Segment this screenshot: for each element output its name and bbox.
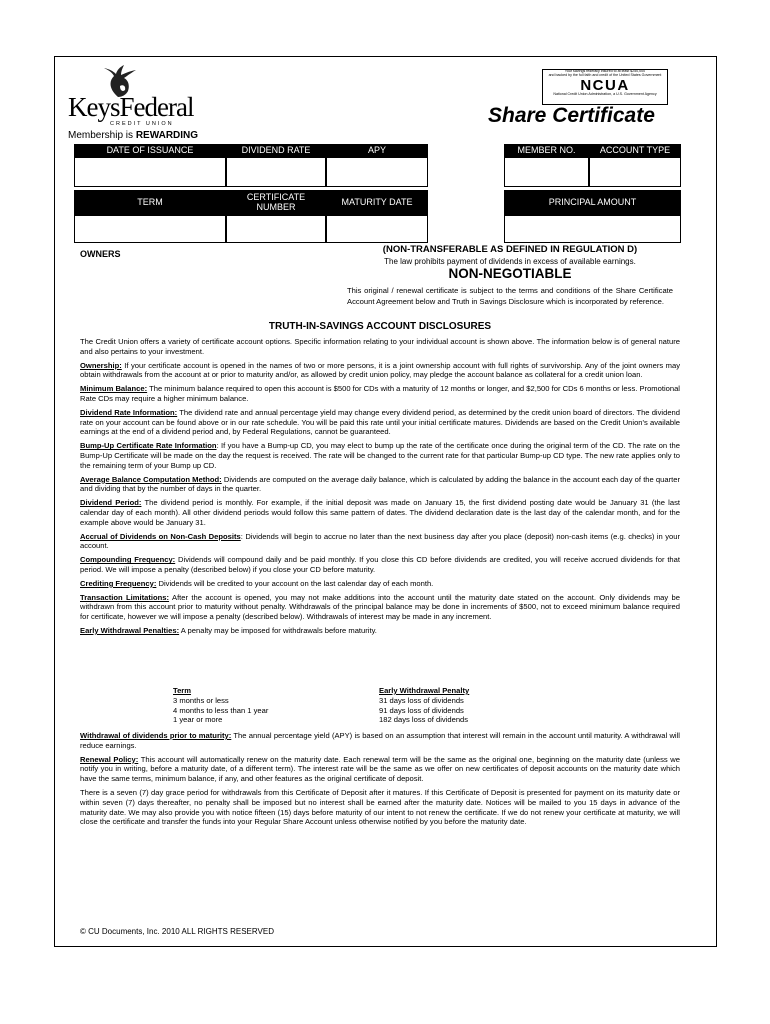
certificate-number-field[interactable] — [226, 215, 326, 243]
dividend-period-paragraph — [80, 498, 680, 527]
section-text: This account will automatically renew on the maturity date. Each renewal term will be the same as the original one, beginning on the maturity date (unless we notify you in writing, before a maturity date, of a different term). The interest rate will be the same as we offer on new certificates of deposit accounts on the maturity date which have the same terms, minimum balance, if any, and other features as the original certificate of deposit. — [80, 754, 680, 784]
page-title: Share Certificate — [488, 104, 655, 127]
ncua-title: NCUA — [580, 76, 630, 94]
certificate-terms-text: This original / renewal certificate is subject to the terms and conditions of the Share Certificate Account Agreement below and Truth in Savings Disclosure which is incorporated by reference. — [347, 286, 673, 306]
section-label: Renewal Policy: — [80, 754, 139, 764]
apy-field[interactable] — [326, 157, 428, 187]
table-row: 31 days loss of dividends — [379, 695, 464, 705]
average-balance-paragraph — [80, 475, 680, 495]
withdrawal-of-dividends-paragraph — [80, 731, 680, 751]
renewal-policy-paragraph — [80, 755, 680, 784]
section-text: Dividends will be credited to your account on the last calendar day of each month. — [156, 578, 434, 588]
compounding-paragraph — [80, 555, 680, 575]
section-label: Transaction Limitations: — [80, 592, 170, 602]
section-text: : Dividends will begin to accrue no later than the next business day after you place (deposit) non-cash items (e.g. checks) in your account. — [80, 531, 680, 551]
ncua-line-1: Your savings federally insured to at least $250,000 — [564, 69, 646, 73]
ncua-insurance-box — [542, 69, 668, 105]
member-no-field[interactable] — [504, 157, 589, 187]
bump-up-paragraph — [80, 441, 680, 470]
ncua-line-3: National Credit Union Administration, a U.S. Government Agency — [553, 91, 657, 96]
section-label: Early Withdrawal Penalties: — [80, 625, 180, 635]
ownership-paragraph — [80, 361, 680, 381]
term-column-header: Term — [173, 686, 192, 695]
section-text: : If you have a Bump-up CD, you may elect to bump up the rate of the certificate once during the original term of the CD. The rate on the Bump-Up Certificate will be made on the day the request is received. The rate will be changed to the current rate for that particular Bump-up CD type. The new rate applies only to the remaining term of your Bump up CD. — [80, 441, 680, 470]
table-row: 3 months or less — [173, 695, 229, 705]
disclosures-heading: TRUTH-IN-SAVINGS ACCOUNT DISCLOSURES — [268, 321, 492, 332]
section-text: Dividends will compound daily and be paid monthly. If you close this CD before dividends are credited, you will receive accrued dividends for that period. We will impose a penalty (described below) if you close your CD before maturity. — [80, 555, 680, 574]
penalty-column — [379, 686, 469, 725]
section-label: Dividend Period: — [80, 498, 142, 508]
section-text: A penalty may be imposed for withdrawals before maturity. — [179, 625, 377, 635]
transaction-limitations-paragraph — [80, 593, 680, 622]
section-text: The annual percentage yield (APY) is based on an assumption that interest will remain in the account until maturity. A withdrawal will reduce earnings. — [80, 731, 680, 750]
earnings-law-text: The law prohibits payment of dividends in excess of available earnings. — [384, 257, 636, 266]
header-apy: APY — [326, 144, 428, 158]
maturity-date-field[interactable] — [326, 215, 428, 243]
minimum-balance-paragraph — [80, 384, 680, 404]
keys-federal-logo — [68, 64, 198, 146]
dividend-rate-field[interactable] — [226, 157, 326, 187]
account-type-field[interactable] — [589, 157, 681, 187]
grace-period-paragraph: There is a seven (7) day grace period for withdrawals from this Certificate of Deposit after it matures. If this Certificate of Deposit is presented for payment on its maturity date or within seven (7) days thereafter, no penalty shall be imposed but no interest shall be earned after the maturity date. Notices will be mailed to you 15 days in advance of the maturity date. We may also provide you with notice fifteen (15) days before maturity of our intent to not renew the certificate. If we do not renew your certificate at maturity, we will close the certificate and transfer the funds into your Regular Share Account unless otherwise notified by you before the maturity date. — [80, 787, 680, 827]
early-withdrawal-paragraph — [80, 626, 680, 636]
section-label: Accrual of Dividends on Non-Cash Deposits — [80, 531, 241, 541]
section-text: The dividend period is monthly. For example, if the initial deposit was made on January 15, the first dividend posting date would be January 31 (the last calendar day of each month). All other dividend periods would follow this same pattern of dates. The dividend declaration date is the last day of the calendar month, and for the example above would be January 31. — [80, 498, 680, 527]
non-negotiable-heading: NON-NEGOTIABLE — [448, 266, 572, 281]
section-label: Crediting Frequency: — [80, 578, 157, 588]
logo-name: KeysFederal — [68, 92, 194, 122]
date-of-issuance-field[interactable] — [74, 157, 226, 187]
header-maturity-date: MATURITY DATE — [326, 190, 428, 216]
table-row: 182 days loss of dividends — [379, 715, 469, 725]
header-member-no: MEMBER NO. — [504, 144, 589, 158]
disclosures-body-continued — [80, 731, 680, 831]
principal-amount-field[interactable] — [504, 215, 681, 243]
crediting-paragraph — [80, 579, 680, 589]
section-label: Minimum Balance: — [80, 384, 148, 394]
logo-subtitle: CREDIT UNION — [110, 121, 174, 127]
term-field[interactable] — [74, 215, 226, 243]
intro-paragraph: The Credit Union offers a variety of certificate account options. Specific information relating to your individual account is shown above. The information below is of general nature and also pertains to your investment. — [80, 337, 680, 356]
header-date-of-issuance: DATE OF ISSUANCE — [74, 144, 226, 158]
accrual-paragraph — [80, 532, 680, 552]
non-transferable-heading: (NON-TRANSFERABLE AS DEFINED IN REGULATION D) — [382, 244, 638, 255]
section-text: After the account is opened, you may not make additions into the account until the maturity date stated on the account. Only dividends may be withdrawn from this account prior to maturity without penalty. Withdrawals of the principal balance may be done in increments of $500, not to exceed minimum balance required for certificate, however we will impose a penalty (described below). Withdrawals of interest may be made in any increment. — [80, 592, 680, 622]
table-row: 4 months to less than 1 year — [173, 705, 269, 715]
ncua-line-2: and backed by the full faith and credit of the United States Government — [548, 72, 662, 77]
header-account-type: ACCOUNT TYPE — [589, 144, 681, 158]
header-term: TERM — [74, 190, 226, 216]
table-row: 91 days loss of dividends — [379, 705, 464, 715]
term-column — [173, 686, 268, 725]
penalty-column-header: Early Withdrawal Penalty — [379, 686, 470, 695]
section-label: Dividend Rate Information: — [80, 407, 178, 417]
section-text: Dividends are computed on the average daily balance, which is calculated by adding the balance in the account each day of the quarter and dividing that by the number of days in the quarter. — [80, 474, 680, 494]
section-text: The minimum balance required to open this account is $500 for CDs with a maturity of 12 months or longer, and $2,500 for CDs 6 months or less. Promotional Rate CDs may require a higher minimum balance. — [80, 384, 680, 403]
tagline-prefix: Membership is — [68, 130, 136, 141]
section-label: Ownership: — [80, 360, 122, 370]
section-label: Average Balance Computation Method: — [80, 474, 222, 484]
section-text: The dividend rate and annual percentage yield may change every dividend period, as determined by the credit union board of directors. The dividend rate on your account can be found above or in our rate schedule. You will be paid this rate until your initial certificate matures. Dividends are based on the Credit Union's available earnings at the end of a dividend period and, by Federal Regulations, cannot be guaranteed. — [80, 407, 680, 437]
section-label: Bump-Up Certificate Rate Information — [80, 441, 217, 451]
logo-tagline — [68, 130, 198, 141]
tagline-bold: REWARDING — [135, 130, 199, 141]
copyright-notice: © CU Documents, Inc. 2010 ALL RIGHTS RESERVED — [80, 927, 274, 936]
dividend-rate-paragraph — [80, 408, 680, 437]
section-label: Withdrawal of dividends prior to maturity: — [80, 731, 232, 740]
section-label: Compounding Frequency: — [80, 555, 176, 565]
disclosures-body — [80, 337, 680, 640]
header-principal-amount: PRINCIPAL AMOUNT — [504, 190, 681, 216]
header-certificate-number: CERTIFICATE NUMBER — [226, 190, 326, 216]
owners-label: OWNERS — [80, 249, 121, 259]
table-row: 1 year or more — [173, 715, 223, 725]
header-dividend-rate: DIVIDEND RATE — [226, 144, 326, 158]
section-text: If your certificate account is opened in the names of two or more persons, it is a joint ownership account with full rights of survivorship. Any of the joint owners may obtain withdrawals from the account at or prior to maturity and/or, as allowed by credit union policy, may pledge the account balance as collateral for a credit union loan. — [80, 360, 680, 380]
